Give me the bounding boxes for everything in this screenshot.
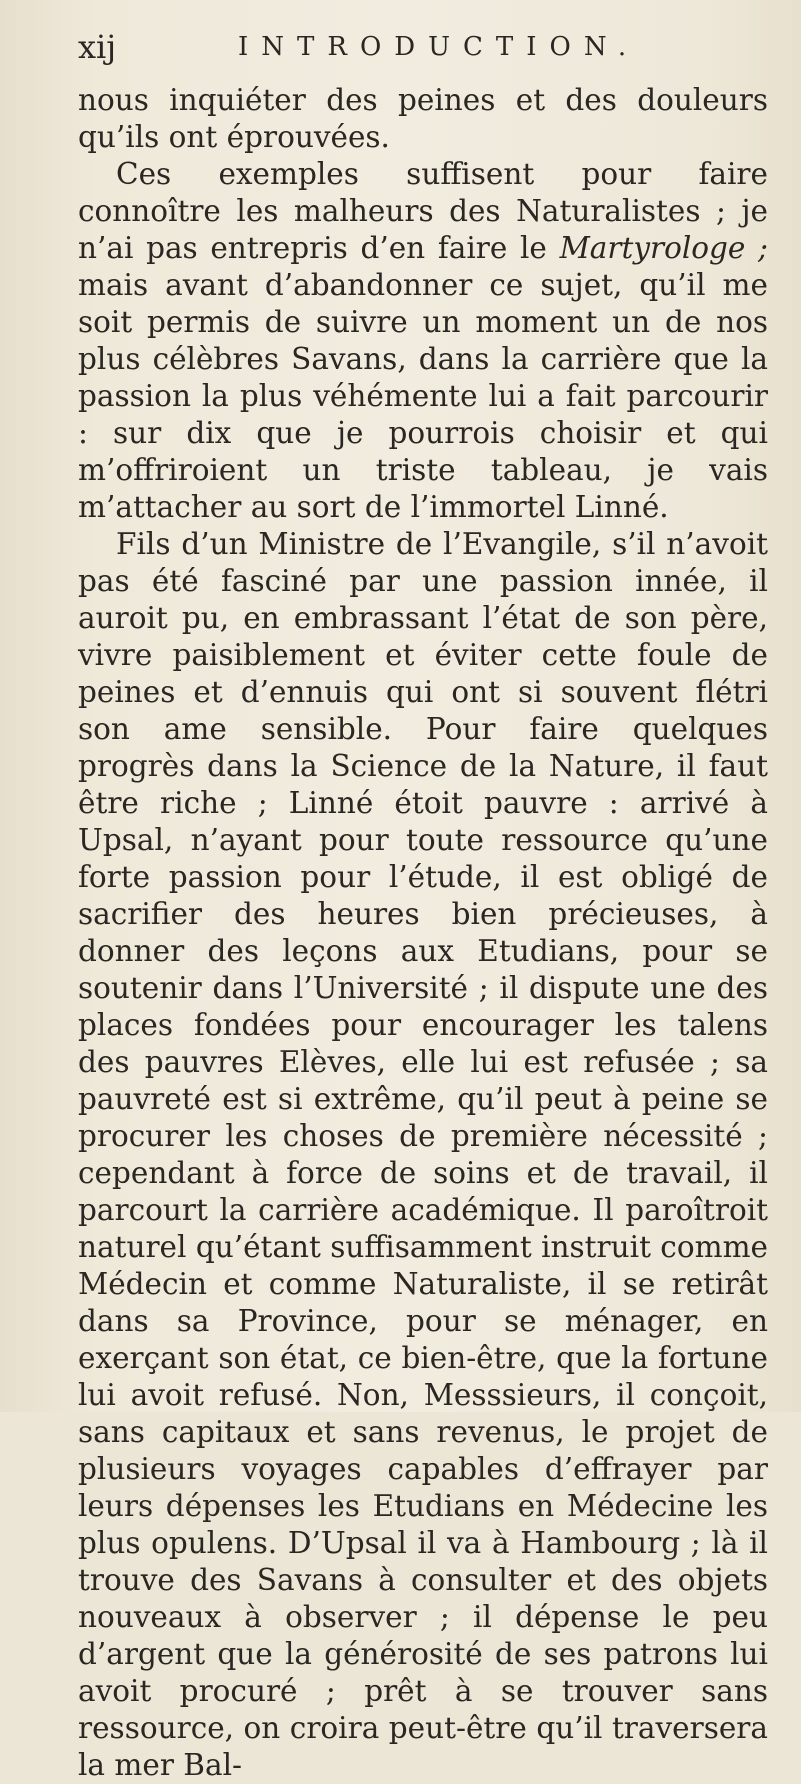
paragraph-continued: nous inquiéter des peines et des douleurs qu’ils ont éprouvées. <box>78 83 768 154</box>
paragraph-text: Ces exemples suffisent pour faire connoître les malheurs des Naturalistes ; je n’ai pas entrepris d’en faire le <box>78 157 768 265</box>
paragraph-linne: Fils d’un Ministre de l’Evangile, s’il n’avoit pas été fasciné par une passion innée, il auroit pu, en embrassant l’état de son père, vivre paisiblement et éviter cette foule de peines et d’ennuis qui ont si souvent flétri son ame sensible. Pour faire quelques progrès dans la Science de la Nature, il faut être riche ; Linné étoit pauvre : arrivé à Upsal, n’ayant pour toute ressource qu’une forte passion pour l’étude, il est obligé de sacrifier des heures bien précieuses, à donner des leçons aux Etudians, pour se soutenir dans l’Université ; il dispute une des places fondées pour encourager les talens des pauvres Elèves, elle lui est refusée ; sa pauvreté est si extrême, qu’il peut à peine se procurer les choses de première nécessité ; cependant à force de soins et de travail, il parcourt la carrière académique. Il paroîtroit naturel qu’étant suffisamment instruit comme Médecin et comme Naturaliste, il se retirât dans sa Province, pour se ménager, en exerçant son état, ce bien-être, que la fortune lui avoit refusé. Non, Messsieurs, il conçoit, sans capitaux et sans revenus, le projet de plusieurs voyages capables d’effrayer par leurs dépenses les Etudians en Médecine les plus opulens. D’Upsal il va à Hambourg ; là il trouve des Savans à consulter et des objets nouveaux à observer ; il dépense le peu d’argent que la générosité de ses patrons lui avoit procuré ; prêt à se trouver sans ressource, on croira peut-être qu’il traversera la mer Bal- <box>78 527 768 1782</box>
body-text <box>78 82 768 1784</box>
running-head: INTRODUCTION. <box>238 32 640 62</box>
paragraph-examples <box>78 156 768 526</box>
italic-title: Martyrologe ; <box>559 231 768 265</box>
page-header <box>78 28 741 72</box>
paragraph-text: mais avant d’abandonner ce sujet, qu’il me soit permis de suivre un moment un de nos plus célèbres Savans, dans la carrière que la passion la plus véhémente lui a fait parcourir : sur dix que je pourrois choisir et qui m’offriroient un triste tableau, je vais m’attacher au sort de l’immortel Linné. <box>78 268 768 524</box>
page-number: xij <box>78 28 117 66</box>
